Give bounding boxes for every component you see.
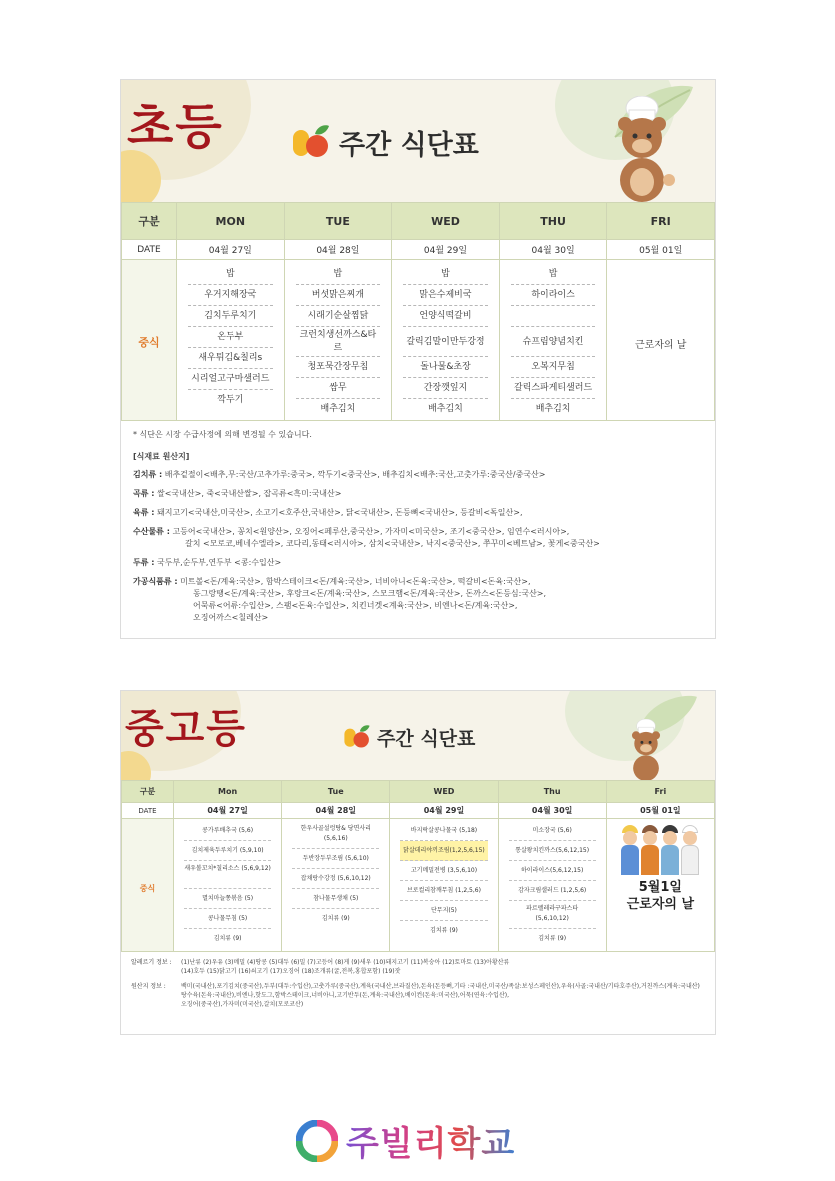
menu-item: 갈릭김말이만두강정 bbox=[403, 327, 488, 357]
header-category: 구분 bbox=[122, 781, 174, 803]
menu-item: 깍두기 bbox=[217, 395, 244, 405]
menu-item: 콩가루배추국 (5,6) bbox=[184, 821, 271, 841]
friday-holiday-text: 근로자의 날 bbox=[626, 897, 695, 912]
worker-icon bbox=[681, 825, 699, 875]
menu-fri bbox=[606, 819, 714, 952]
menu-item: 시리얼고구마샐러드 bbox=[188, 369, 273, 390]
menu-wed bbox=[390, 819, 498, 952]
menu-item: 오복지무침 bbox=[511, 357, 596, 378]
header-tue: Tue bbox=[282, 781, 390, 803]
menu-item: 하이라이스 bbox=[511, 285, 596, 306]
school-logo bbox=[296, 1116, 515, 1165]
header-thu: Thu bbox=[498, 781, 606, 803]
menu-item: 새우볼꼬치*칠리소스 (5,6,9,12) bbox=[184, 861, 271, 889]
origin-kimchi: 김치류 : 배추겉절이<배추,무:국산/고추가루:중국>, 깍두기<중국산>, 배추김치<배추:국산,고춧가루:중국산/중국산> bbox=[133, 470, 546, 479]
header-tue: TUE bbox=[284, 203, 392, 240]
menu-item: 새우튀김&칠리s bbox=[188, 348, 273, 369]
menu-tue bbox=[284, 260, 392, 421]
title-block bbox=[343, 723, 475, 751]
menu-item: 쌈무 bbox=[296, 378, 381, 399]
menu-item: 닭살데리야끼조림(1,2,5,6,15) bbox=[400, 841, 487, 861]
header-mon: MON bbox=[177, 203, 285, 240]
menu-item: 콩나물무침 (5) bbox=[184, 909, 271, 929]
menu-item: 김치류 (9) bbox=[430, 927, 458, 934]
lunch-label: 중식 bbox=[139, 883, 156, 893]
menu-item: 고기메밀전병 (3,5,6,10) bbox=[400, 861, 487, 881]
date-fri: 05월 01일 bbox=[607, 240, 715, 260]
page-title: 주간 식단표 bbox=[377, 727, 476, 750]
menu-mon bbox=[177, 260, 285, 421]
menu-item: 밥 bbox=[403, 264, 488, 285]
menu-item: 갈릭스파게티샐러드 bbox=[511, 378, 596, 399]
lunch-label: 중식 bbox=[138, 335, 160, 349]
date-fri: 05월 01일 bbox=[606, 803, 714, 819]
friday-holiday-block bbox=[607, 821, 714, 913]
middle-high-banner bbox=[121, 691, 715, 780]
origin-meat: 육류 : 돼지고기<국내산,미국산>, 소고기<호주산,국내산>, 닭<국내산>, 돈등뼈<국내산>, 등갈비<독일산>, bbox=[133, 508, 523, 517]
menu-item: 배추김치 bbox=[320, 404, 356, 414]
header-row bbox=[122, 781, 715, 803]
date-label: DATE bbox=[122, 803, 174, 819]
menu-item: 멸치마늘쫑볶음 (5) bbox=[184, 889, 271, 909]
worker-icon bbox=[621, 825, 639, 875]
menu-item: 참나물무생채 (5) bbox=[292, 889, 379, 909]
menu-item bbox=[511, 306, 596, 327]
date-row bbox=[122, 803, 715, 819]
menu-item: 김치류 (9) bbox=[538, 935, 567, 942]
lunch-row bbox=[122, 260, 715, 421]
menu-item: 통살왕치킨까스(5,6,12,15) bbox=[509, 841, 596, 861]
menu-item: 미소장국 (5,6) bbox=[509, 821, 596, 841]
friday-date-text: 5월1일 bbox=[638, 880, 682, 895]
notice-text: * 식단은 시장 수급사정에 의해 변경될 수 있습니다. bbox=[133, 430, 312, 439]
date-tue: 04월 28일 bbox=[282, 803, 390, 819]
header-fri: Fri bbox=[606, 781, 714, 803]
menu-tue bbox=[282, 819, 390, 952]
middle-high-menu-table bbox=[121, 780, 715, 952]
menu-item: 단무지(5) bbox=[400, 901, 487, 921]
fruit-logo-icon bbox=[291, 122, 331, 162]
worker-icon bbox=[641, 825, 659, 875]
date-thu: 04월 30일 bbox=[498, 803, 606, 819]
menu-item: 우거지해장국 bbox=[188, 285, 273, 306]
menu-item: 돌나물&초장 bbox=[403, 357, 488, 378]
menu-item: 시래기순살찜닭 bbox=[296, 306, 381, 327]
menu-item: 온두부 bbox=[188, 327, 273, 348]
menu-item: 한우사골설렁탕& 당면사리 (5,6,16) bbox=[292, 821, 379, 849]
menu-thu bbox=[498, 819, 606, 952]
date-mon: 04월 27일 bbox=[174, 803, 282, 819]
page-title: 주간 식단표 bbox=[339, 129, 479, 161]
allergy-info: 알레르기 정보 : (1)난류 (2)우유 (3)메밀 (4)땅콩 (5)대두 (6)밀 (7)고등어 (8)게 (9)새우 (10)돼지고기 (11)복숭아 (12)토마토 (13)아황산류 (14)호두 (15)닭고기 (16)쇠고기 (17)오징어 (18)조개류(굴,전복,홍합포함) (19)잣 bbox=[131, 959, 510, 975]
header-wed: WED bbox=[392, 203, 500, 240]
fruit-logo-icon bbox=[343, 723, 371, 751]
menu-item: 배추김치 bbox=[428, 404, 463, 414]
menu-item: 파르펠레라구파스타 (5,6,10,12) bbox=[509, 901, 596, 929]
menu-item: 배추김치 bbox=[535, 404, 571, 414]
chef-bear-icon bbox=[609, 96, 675, 202]
menu-item: 언양식떡갈비 bbox=[403, 306, 488, 327]
middle-high-notes bbox=[121, 952, 715, 1019]
menu-item: 맑은수제비국 bbox=[403, 285, 488, 306]
menu-item: 밥 bbox=[296, 264, 381, 285]
handwritten-grade-label: 초등 bbox=[127, 99, 224, 155]
menu-item: 밥 bbox=[511, 264, 596, 285]
menu-fri bbox=[607, 260, 715, 421]
menu-item: 김치류 (9) bbox=[321, 915, 350, 922]
menu-item: 김치제육두루치기 (5,9,10) bbox=[184, 841, 271, 861]
menu-mon bbox=[174, 819, 282, 952]
elementary-banner bbox=[121, 80, 715, 202]
menu-item: 바지락살콩나물국 (5,18) bbox=[400, 821, 487, 841]
elementary-menu-table bbox=[121, 202, 715, 421]
header-fri: FRI bbox=[607, 203, 715, 240]
date-tue: 04월 28일 bbox=[284, 240, 392, 260]
menu-item: 버섯맑은찌개 bbox=[296, 285, 381, 306]
menu-item: 김치두루치기 bbox=[188, 306, 273, 327]
menu-item: 슈프림양념치킨 bbox=[511, 327, 596, 357]
friday-holiday-note: 근로자의 날 bbox=[634, 339, 687, 351]
origin-beans: 두류 : 국두부,순두부,연두부 <콩:수입산> bbox=[133, 558, 282, 567]
date-mon: 04월 27일 bbox=[177, 240, 285, 260]
origin-info: 원산지 정보 : 백미(국내산),포기김치(중국산),두부(대두:수입산),고춧가루(중국산),계육(국내산,브라질산),돈육(돈등뼈,기타 :국내산,미국산/족살:보성스페인산),우육(사골:국내산/기타호주산),거친까스(계육:국내산) 탕수육(돈육:국내산),비엔나,핫도그,함박스테이크,너비아니,고기반두(돈,계육:국내산),베이컨(돈육:미국산),어묵(연육:수입산), 오징어(중국산),가자미(미국산),갈치(모로코산) bbox=[131, 983, 700, 1008]
school-name: 주빌리학교 bbox=[346, 1116, 515, 1165]
workers-illustration bbox=[621, 825, 699, 875]
date-wed: 04월 29일 bbox=[392, 240, 500, 260]
menu-item: 두반장두부조림 (5,6,10) bbox=[292, 849, 379, 869]
menu-thu bbox=[499, 260, 607, 421]
menu-item: 감자크림샐러드 (1,2,5,6) bbox=[509, 881, 596, 901]
date-row bbox=[122, 240, 715, 260]
menu-item: 청포묵간장무침 bbox=[296, 357, 381, 378]
menu-item: 김치류 (9) bbox=[213, 935, 242, 942]
header-category: 구분 bbox=[122, 203, 177, 240]
elementary-menu-panel bbox=[120, 79, 716, 639]
menu-item: 브로컬리참깨무침 (1,2,5,6) bbox=[400, 881, 487, 901]
middle-high-menu-panel bbox=[120, 690, 716, 1035]
chef-bear-icon bbox=[623, 719, 669, 780]
menu-item: 크런치생선까스&타르 bbox=[296, 327, 381, 357]
lunch-row bbox=[122, 819, 715, 952]
menu-wed bbox=[392, 260, 500, 421]
date-label: DATE bbox=[122, 240, 177, 260]
date-wed: 04월 29일 bbox=[390, 803, 498, 819]
elementary-notes bbox=[121, 421, 715, 636]
menu-item: 간장깻잎지 bbox=[403, 378, 488, 399]
worker-icon bbox=[661, 825, 679, 875]
header-mon: Mon bbox=[174, 781, 282, 803]
handwritten-grade-label: 중고등 bbox=[125, 705, 247, 752]
header-thu: THU bbox=[499, 203, 607, 240]
header-row bbox=[122, 203, 715, 240]
origin-seafood: 수산물류 : 고등어<국내산>, 꽁치<원양산>, 오징어<페루산,중국산>, 가자미<미국산>, 조기<중국산>, 임연수<러시아>, 갈치 <모로코,베네수엘라>, 코다리,동태<러시아>, 삼치<국내산>, 낙지<중국산>, 쭈꾸미<베트남>, 꽃게<중국산> bbox=[133, 527, 600, 548]
date-thu: 04월 30일 bbox=[499, 240, 607, 260]
school-ring-logo-icon bbox=[296, 1120, 338, 1162]
title-block bbox=[291, 122, 479, 162]
header-wed: WED bbox=[390, 781, 498, 803]
origin-title: [식재료 원산지] bbox=[133, 452, 190, 461]
menu-item: 밥 bbox=[188, 264, 273, 285]
menu-item: 잡채랑수강정 (5,6,10,12) bbox=[292, 869, 379, 889]
menu-item: 하이라이스(5,6,12,15) bbox=[509, 861, 596, 881]
origin-grains: 곡류 : 쌀<국내산>, 죽<국내산쌀>, 잡곡류<흑미:국내산> bbox=[133, 489, 342, 498]
origin-processed: 가공식품류 : 미트볼<돈/계육:국산>, 함박스테이크<돈/계육:국산>, 너비아니<돈육:국산>, 떡갈비<돈육:국산>, 동그랑땡<돈/계육:국산>, 후랑크<돈/계육:국산>, 스모크햄<돈/계육:국산>, 돈까스<돈등심:국산>, 어묵류<어류:수입산>, 스팸<돈육:수입산>, 치킨너겟<계육:국산>, 비엔나<돈/계육:국산>, 오징어까스<칠레산> bbox=[133, 577, 547, 622]
